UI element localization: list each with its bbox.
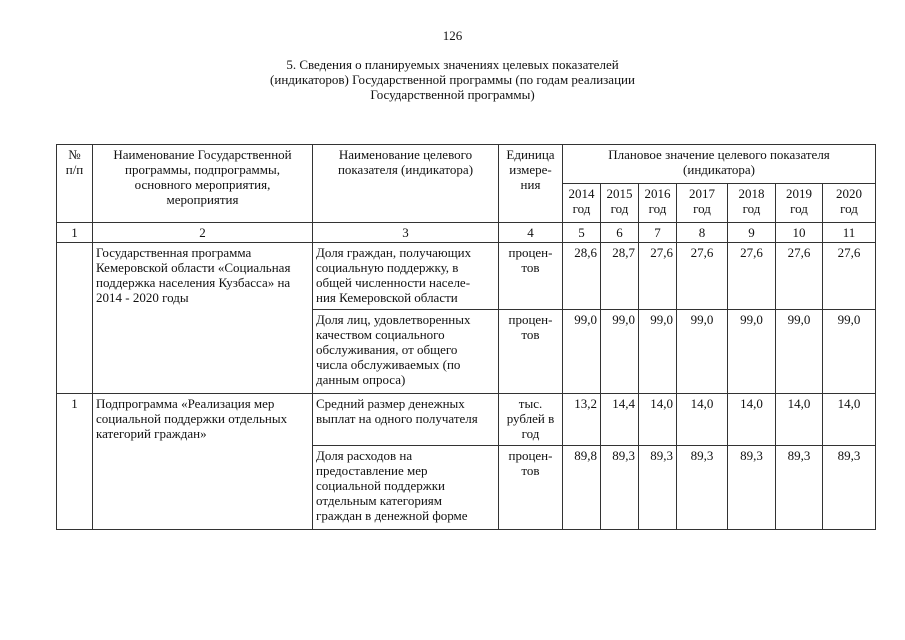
value-2016: 99,0 — [639, 310, 677, 394]
header-num: № п/п — [57, 145, 93, 223]
value-2016: 27,6 — [639, 243, 677, 310]
column-number-row — [57, 223, 876, 243]
value-2020: 27,6 — [823, 243, 876, 310]
table-row — [57, 394, 876, 446]
column-number: 6 — [601, 223, 639, 243]
value-2015: 89,3 — [601, 446, 639, 530]
header-indicator-name: Наименование целевого показателя (индикатора) — [313, 145, 499, 223]
header-year-2016: 2016 год — [639, 184, 677, 223]
value-2015: 28,7 — [601, 243, 639, 310]
value-2017: 14,0 — [677, 394, 728, 446]
value-2016: 14,0 — [639, 394, 677, 446]
header-year-2014: 2014 год — [563, 184, 601, 223]
title-line: 5. Сведения о планируемых значениях целевых показателей — [286, 57, 619, 72]
unit: процен- тов — [499, 243, 563, 310]
header-row — [57, 145, 876, 184]
header-program-name: Наименование Государственной программы, подпрограммы, основного мероприятия, мероприятия — [93, 145, 313, 223]
value-2020: 99,0 — [823, 310, 876, 394]
column-number: 2 — [93, 223, 313, 243]
value-2015: 14,4 — [601, 394, 639, 446]
value-2019: 27,6 — [776, 243, 823, 310]
value-2019: 99,0 — [776, 310, 823, 394]
program-name: Подпрограмма «Реализация мер социальной поддержки отдельных категорий граждан» — [93, 394, 313, 530]
value-2018: 89,3 — [728, 446, 776, 530]
header-year-2020: 2020 год — [823, 184, 876, 223]
unit: процен- тов — [499, 310, 563, 394]
value-2020: 89,3 — [823, 446, 876, 530]
title-line: Государственной программы) — [370, 87, 535, 102]
header-year-2017: 2017 год — [677, 184, 728, 223]
value-2015: 99,0 — [601, 310, 639, 394]
column-number: 10 — [776, 223, 823, 243]
indicator-name: Доля расходов на предоставление мер социальной поддержки отдельным категориям граждан в денежной форме — [313, 446, 499, 530]
title-line: (индикаторов) Государственной программы (по годам реализации — [270, 72, 635, 87]
column-number: 11 — [823, 223, 876, 243]
value-2018: 14,0 — [728, 394, 776, 446]
value-2018: 99,0 — [728, 310, 776, 394]
value-2017: 89,3 — [677, 446, 728, 530]
program-name: Государственная программа Кемеровской области «Социальная поддержка населения Кузбасса» на 2014 - 2020 годы — [93, 243, 313, 394]
value-2014: 89,8 — [563, 446, 601, 530]
value-2019: 14,0 — [776, 394, 823, 446]
indicator-name: Доля лиц, удовлетворенных качеством социального обслуживания, от общего числа обслуживаемых (по данным опроса) — [313, 310, 499, 394]
unit: процен- тов — [499, 446, 563, 530]
value-2019: 89,3 — [776, 446, 823, 530]
header-year-2015: 2015 год — [601, 184, 639, 223]
unit: тыс. рублей в год — [499, 394, 563, 446]
document-title — [0, 57, 905, 102]
indicators-table — [56, 144, 876, 530]
indicator-name: Средний размер денежных выплат на одного получателя — [313, 394, 499, 446]
column-number: 7 — [639, 223, 677, 243]
header-year-2018: 2018 год — [728, 184, 776, 223]
value-2014: 28,6 — [563, 243, 601, 310]
column-number: 8 — [677, 223, 728, 243]
header-year-2019: 2019 год — [776, 184, 823, 223]
value-2017: 99,0 — [677, 310, 728, 394]
value-2016: 89,3 — [639, 446, 677, 530]
value-2020: 14,0 — [823, 394, 876, 446]
indicator-name: Доля граждан, получающих социальную поддержку, в общей численности населе- ния Кемеровской области — [313, 243, 499, 310]
value-2014: 99,0 — [563, 310, 601, 394]
column-number: 5 — [563, 223, 601, 243]
row-num: 1 — [57, 394, 93, 530]
value-2018: 27,6 — [728, 243, 776, 310]
page-number: 126 — [442, 28, 463, 43]
row-num — [57, 243, 93, 394]
column-number: 4 — [499, 223, 563, 243]
column-number: 1 — [57, 223, 93, 243]
column-number: 9 — [728, 223, 776, 243]
header-planned-value: Плановое значение целевого показателя (индикатора) — [563, 145, 876, 184]
table-row — [57, 243, 876, 310]
column-number: 3 — [313, 223, 499, 243]
value-2014: 13,2 — [563, 394, 601, 446]
value-2017: 27,6 — [677, 243, 728, 310]
header-unit: Единица измере- ния — [499, 145, 563, 223]
